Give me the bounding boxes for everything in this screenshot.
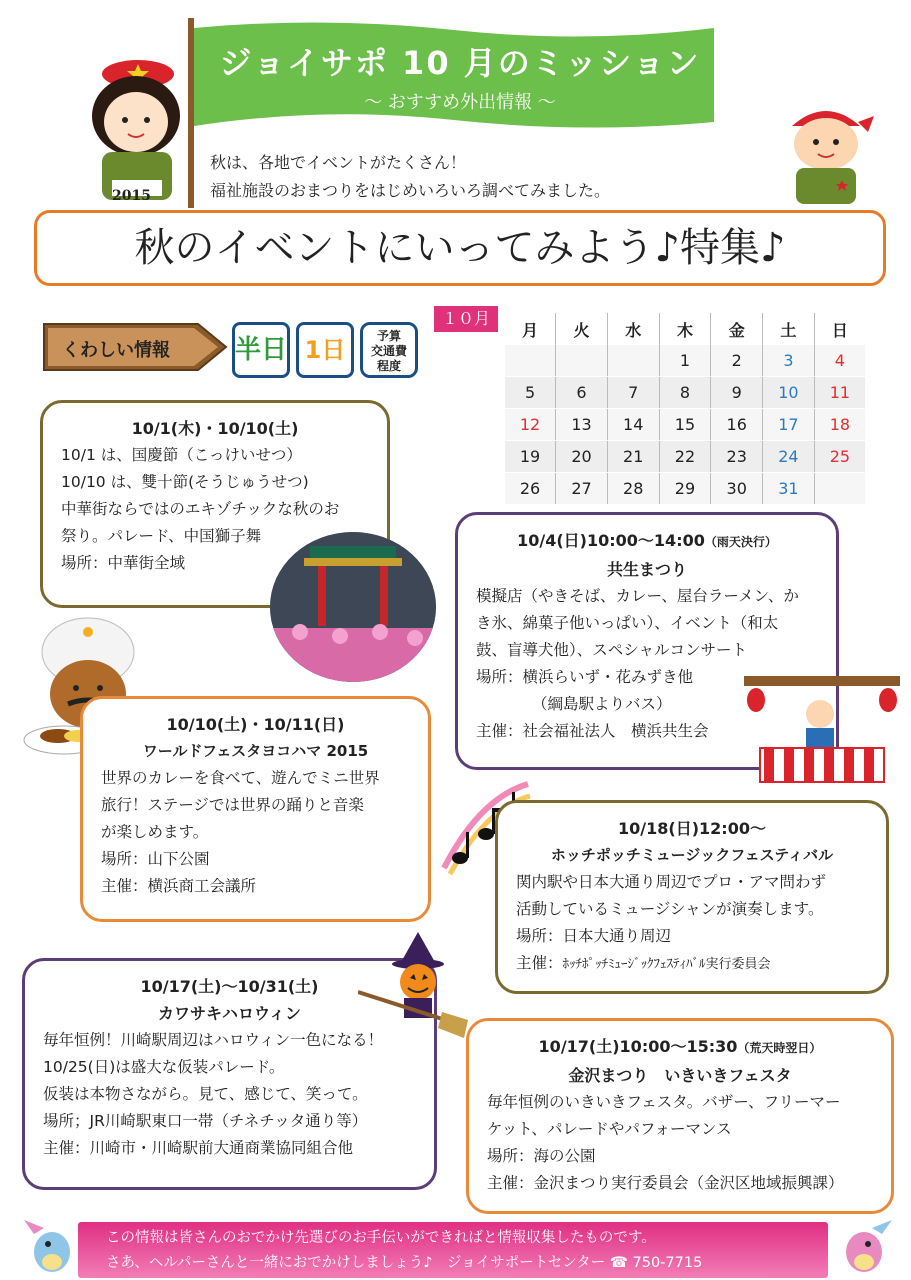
calendar-weekday-row	[505, 313, 865, 345]
calendar-week-row	[505, 441, 865, 473]
event-date: 10/1(木)・10/10(土)	[131, 419, 299, 438]
banner-title: ジョイサポ 10 月のミッション	[219, 44, 701, 82]
calendar-day	[814, 473, 865, 505]
calendar-day: 8	[659, 377, 711, 409]
calendar-day: 23	[711, 441, 763, 473]
budget-badge-line3: 程度	[376, 359, 401, 373]
halloween-witch-illustration	[358, 930, 470, 1038]
event-hotchpotch	[495, 800, 889, 994]
event-host-label: 主催：	[516, 954, 563, 972]
event-line: 主催：金沢まつり実行委員会（金沢区地域振興課）	[487, 1174, 844, 1192]
event-line: 場所；JR川崎駅東口一帯（チネチッタ通り等）	[43, 1112, 368, 1130]
calendar-weekday: 金	[711, 313, 763, 345]
event-line: 主催：社会福祉法人 横浜共生会	[476, 722, 709, 740]
half-day-badge	[232, 322, 290, 378]
event-line: 鼓、盲導犬他）、スペシャルコンサート	[476, 641, 747, 659]
dragon-left-illustration	[22, 1214, 78, 1278]
event-line: 主催：川崎市・川崎駅前大通商業協同組合他	[43, 1139, 354, 1157]
calendar-day: 2	[711, 345, 763, 377]
event-date: 10/4(日)10:00～14:00	[517, 531, 705, 550]
event-date: 10/10(土)・10/11(日)	[166, 715, 345, 734]
event-name: カワサキハロウィン	[157, 1004, 302, 1023]
calendar-day: 15	[659, 409, 711, 441]
calendar-day: 31	[763, 473, 815, 505]
event-date: 10/18(日)12:00～	[618, 819, 766, 838]
calendar-day: 28	[607, 473, 659, 505]
event-line: 模擬店（やきそば、カレー、屋台ラーメン、か	[476, 587, 799, 605]
event-line: 場所：横浜らいず・花みずき他	[476, 668, 694, 686]
event-line: 場所：日本大通り周辺	[516, 927, 672, 945]
year-label: 2015	[112, 188, 151, 204]
footer-line-1: この情報は皆さんのおでかけ先選びのお手伝いができればと情報収集したものです。	[106, 1230, 656, 1246]
event-line: （綱島駅よりバス）	[532, 695, 672, 713]
calendar-day	[505, 345, 556, 377]
headline-box: 秋のイベントにいってみよう♪特集♪	[34, 210, 886, 286]
phone-icon: ☎	[609, 1255, 628, 1271]
event-line: 世界のカレーを食べて、遊んでミニ世界	[101, 769, 380, 787]
calendar-day: 27	[556, 473, 608, 505]
event-line: 旅行！ステージでは世界の踊りと音楽	[101, 796, 364, 814]
girl-character-illustration	[78, 40, 196, 208]
calendar-day: 16	[711, 409, 763, 441]
calendar-day: 21	[607, 441, 659, 473]
calendar-weekday: 日	[831, 320, 848, 340]
calendar-day: 14	[607, 409, 659, 441]
calendar-day: 19	[505, 441, 556, 473]
calendar-day: 20	[556, 441, 608, 473]
calendar-day: 4	[814, 345, 865, 377]
calendar-day: 12	[505, 409, 556, 441]
event-name: 共生まつり	[606, 560, 687, 579]
event-line: 祭り。パレード、中国獅子舞	[61, 527, 262, 545]
calendar-day: 13	[556, 409, 608, 441]
calendar-day: 9	[711, 377, 763, 409]
event-name: ワールドフェスタヨコハマ 2015	[142, 742, 369, 760]
one-day-badge-label: 1日	[304, 336, 346, 364]
calendar-week-row	[505, 345, 865, 377]
event-line: 場所：山下公園	[101, 850, 210, 868]
event-line: 仮装は本物さながら。見て、感じて、笑って。	[43, 1085, 368, 1103]
event-name: 金沢まつり いきいきフェスタ	[568, 1066, 792, 1085]
calendar-day: 30	[711, 473, 763, 505]
calendar-day: 17	[763, 409, 815, 441]
info-label: くわしい情報	[62, 340, 170, 361]
event-line: 場所：海の公園	[487, 1147, 596, 1165]
calendar-weekday: 木	[659, 313, 711, 345]
calendar-day: 25	[814, 441, 865, 473]
calendar-day: 18	[814, 409, 865, 441]
intro-line-1: 秋は、各地でイベントがたくさん！	[210, 153, 467, 172]
calendar-grid	[505, 313, 865, 505]
event-worldfesta	[80, 696, 431, 922]
calendar-day: 11	[814, 377, 865, 409]
calendar-day: 7	[607, 377, 659, 409]
festival-stall-illustration	[740, 672, 905, 784]
event-date: 10/17(土)10:00～15:30	[538, 1037, 738, 1056]
event-host: ﾎｯﾁﾎﾟｯﾁﾐｭｰｼﾞｯｸﾌｪｽﾃｨﾊﾞﾙ実行委員会	[562, 957, 771, 972]
footer-line-2	[106, 1251, 702, 1272]
footer-line-2-text: さあ、ヘルパーさんと一緒におでかけしましょう♪ ジョイサポートセンター	[106, 1255, 606, 1271]
calendar-month-tab: １０月	[434, 306, 498, 332]
event-line: 10/10 は、雙十節(そうじゅうせつ)	[61, 473, 309, 491]
calendar-weekday: 火	[556, 313, 608, 345]
event-line: 関内駅や日本大通り周辺でプロ・アマ問わず	[516, 873, 827, 891]
calendar-weekday: 月	[505, 313, 556, 345]
event-line: 毎年恒例のいきいきフェスタ。バザー、フリーマー	[487, 1093, 841, 1111]
event-kanazawa	[466, 1018, 894, 1214]
event-line: 主催：横浜商工会議所	[101, 877, 257, 895]
calendar-weekday: 水	[607, 313, 659, 345]
event-line: 中華街ならではのエキゾチックな秋のお	[61, 500, 340, 518]
event-line: が楽しめます。	[101, 823, 209, 841]
intro-line-2: 福祉施設のおまつりをはじめいろいろ調べてみました。	[210, 181, 611, 200]
calendar-day: 3	[763, 345, 815, 377]
calendar-day: 6	[556, 377, 608, 409]
budget-badge-line1: 予算	[376, 329, 401, 343]
calendar-day	[607, 345, 659, 377]
half-day-badge-label: 半日	[235, 335, 288, 365]
calendar-week-row	[505, 409, 865, 441]
calendar-day: 22	[659, 441, 711, 473]
calendar-day: 26	[505, 473, 556, 505]
calendar-week-row	[505, 377, 865, 409]
calendar-weekday: 土	[763, 313, 815, 345]
event-name: ホッチポッチミュージックフェスティバル	[550, 846, 834, 864]
dragon-right-illustration	[838, 1214, 894, 1278]
calendar-day	[556, 345, 608, 377]
calendar-day: 1	[659, 345, 711, 377]
event-line: 場所：中華街全域	[61, 554, 186, 572]
banner-subtitle: ～ おすすめ外出情報 ～	[364, 92, 556, 113]
event-line: 10/1 は、国慶節（こっけいせつ）	[61, 446, 302, 464]
one-day-badge	[296, 322, 354, 378]
event-line: 活動しているミュージシャンが演奏します。	[516, 900, 824, 918]
event-line: ケット、パレードやパフォーマンス	[487, 1120, 732, 1138]
calendar-day: 24	[763, 441, 815, 473]
event-date-note: （荒天時翌日）	[737, 1041, 822, 1055]
budget-badge-line2: 交通費	[370, 344, 407, 358]
event-line: 毎年恒例！川崎駅周辺はハロウィン一色になる！	[43, 1031, 384, 1049]
event-date: 10/17(土)～10/31(土)	[140, 977, 319, 996]
calendar-day: 10	[763, 377, 815, 409]
boy-character-illustration	[778, 96, 874, 208]
event-line: 10/25(日)は盛大な仮装パレード。	[43, 1058, 285, 1076]
budget-badge	[360, 322, 418, 378]
calendar-day: 5	[505, 377, 556, 409]
event-line: き氷、綿菓子他いっぱい）、イベント（和太	[476, 614, 779, 632]
chinatown-photo	[270, 532, 436, 682]
calendar-week-row	[505, 473, 865, 505]
event-date-note: （雨天決行）	[704, 535, 777, 549]
footer-phone: 750-7715	[632, 1255, 703, 1271]
calendar-day: 29	[659, 473, 711, 505]
